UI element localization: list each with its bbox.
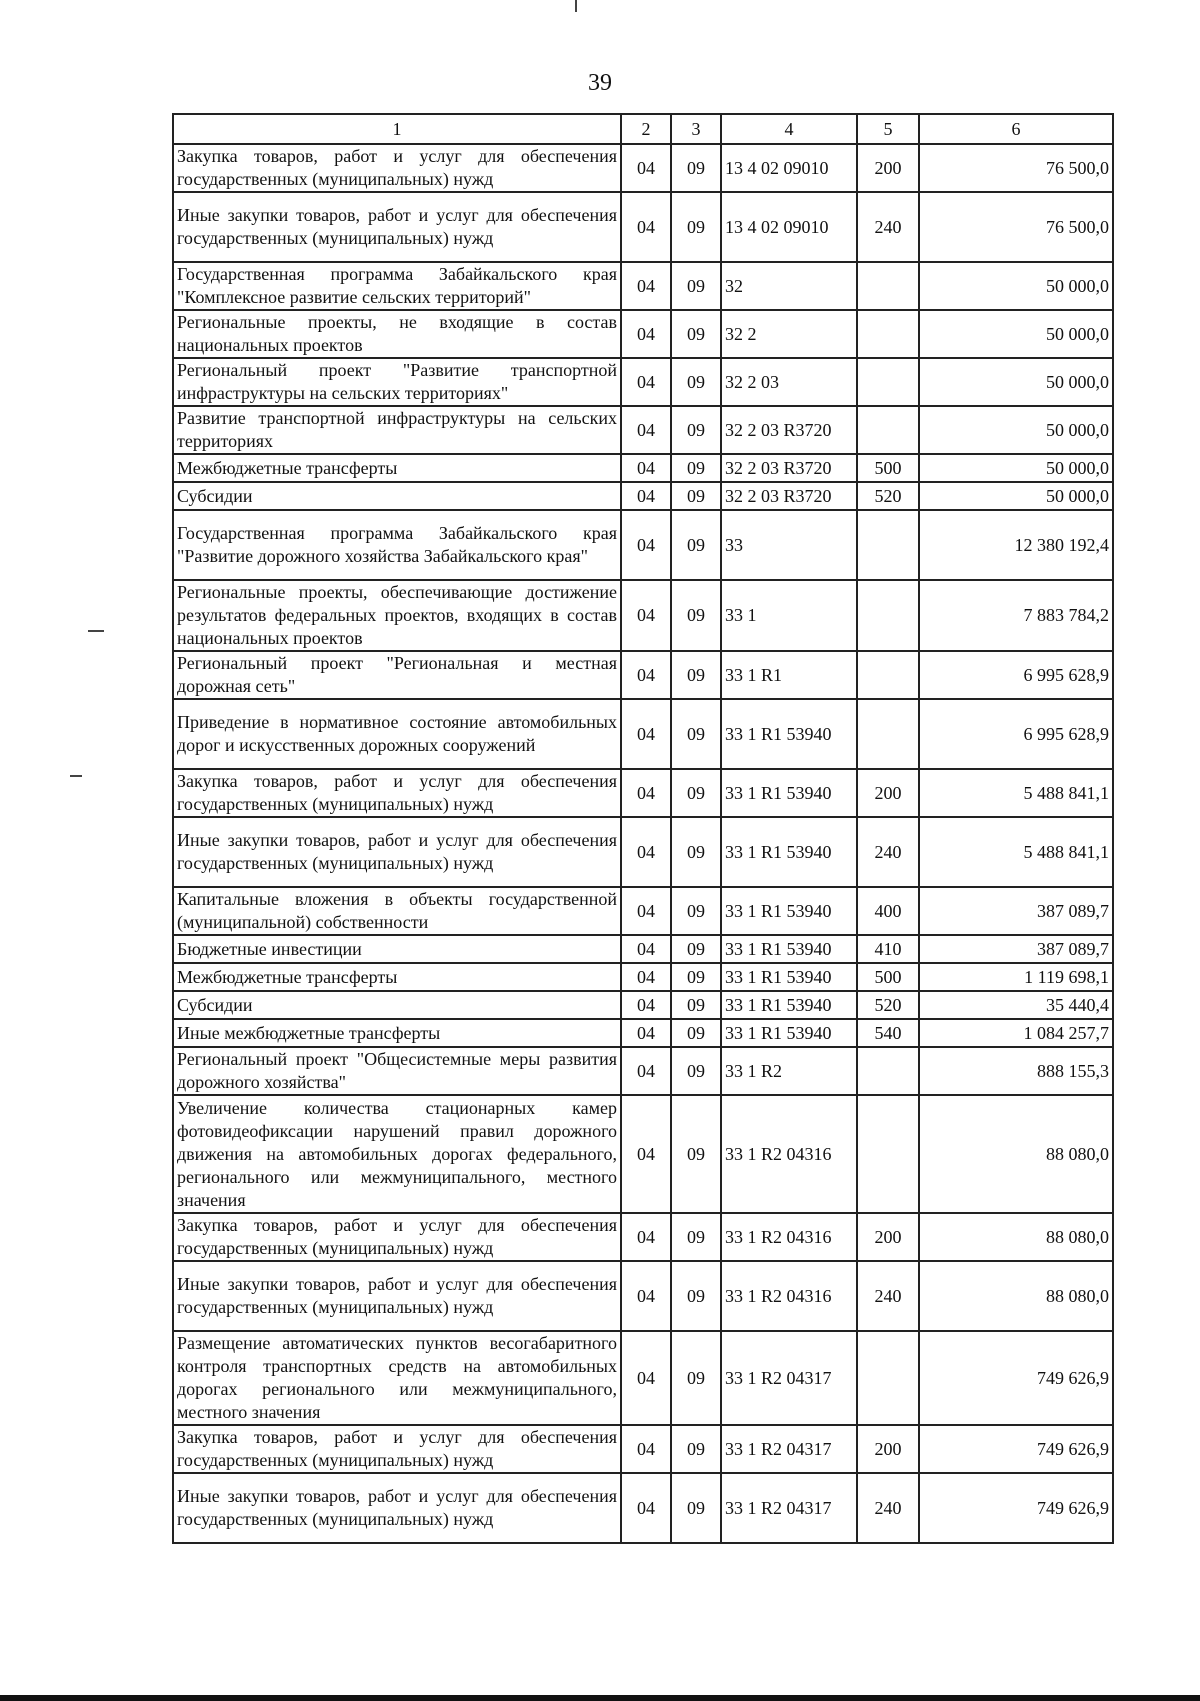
row-target-article-code: 33 1 R1 53940 [721, 769, 857, 817]
row-section-code: 04 [621, 192, 671, 262]
row-expense-type-code [857, 651, 919, 699]
row-target-article-code: 33 1 R2 04317 [721, 1331, 857, 1425]
row-target-article-code: 33 1 R1 53940 [721, 935, 857, 963]
row-section-code: 04 [621, 1473, 671, 1543]
table-row [173, 991, 1113, 1019]
table-row [173, 1261, 1113, 1331]
row-amount: 1 084 257,7 [919, 1019, 1113, 1047]
row-name: Закупка товаров, работ и услуг для обеспечения государственных (муниципальных) нужд [173, 769, 621, 817]
row-section-code: 04 [621, 963, 671, 991]
table-row [173, 1019, 1113, 1047]
row-target-article-code: 33 1 R1 53940 [721, 991, 857, 1019]
row-section-code: 04 [621, 1095, 671, 1213]
row-target-article-code: 33 1 R1 53940 [721, 817, 857, 887]
row-subsection-code: 09 [671, 699, 721, 769]
row-expense-type-code: 410 [857, 935, 919, 963]
row-name: Региональные проекты, не входящие в состав национальных проектов [173, 310, 621, 358]
row-amount: 7 883 784,2 [919, 580, 1113, 651]
table-row [173, 310, 1113, 358]
row-section-code: 04 [621, 699, 671, 769]
table-row [173, 651, 1113, 699]
row-target-article-code: 32 2 03 [721, 358, 857, 406]
table-row [173, 580, 1113, 651]
row-name: Иные межбюджетные трансферты [173, 1019, 621, 1047]
row-amount: 50 000,0 [919, 454, 1113, 482]
row-name: Иные закупки товаров, работ и услуг для обеспечения государственных (муниципальных) нужд [173, 192, 621, 262]
row-name: Бюджетные инвестиции [173, 935, 621, 963]
row-target-article-code: 33 1 R2 04317 [721, 1473, 857, 1543]
row-target-article-code: 32 2 03 R3720 [721, 454, 857, 482]
row-section-code: 04 [621, 887, 671, 935]
table-row [173, 454, 1113, 482]
table-row [173, 1331, 1113, 1425]
row-amount: 749 626,9 [919, 1425, 1113, 1473]
row-name: Закупка товаров, работ и услуг для обеспечения государственных (муниципальных) нужд [173, 1213, 621, 1261]
row-amount: 387 089,7 [919, 935, 1113, 963]
row-section-code: 04 [621, 769, 671, 817]
row-amount: 88 080,0 [919, 1213, 1113, 1261]
row-subsection-code: 09 [671, 1261, 721, 1331]
row-section-code: 04 [621, 1047, 671, 1095]
row-subsection-code: 09 [671, 963, 721, 991]
row-section-code: 04 [621, 262, 671, 310]
row-target-article-code: 32 2 03 R3720 [721, 482, 857, 510]
row-section-code: 04 [621, 406, 671, 454]
row-target-article-code: 33 [721, 510, 857, 580]
row-expense-type-code: 500 [857, 454, 919, 482]
table-row [173, 1425, 1113, 1473]
table-row [173, 482, 1113, 510]
table-row [173, 1213, 1113, 1261]
budget-table-body [173, 114, 1113, 1543]
row-target-article-code: 32 2 03 R3720 [721, 406, 857, 454]
row-subsection-code: 09 [671, 1473, 721, 1543]
column-header-5: 5 [857, 114, 919, 144]
page-number: 39 [588, 70, 612, 96]
row-amount: 35 440,4 [919, 991, 1113, 1019]
row-name: Капитальные вложения в объекты государственной (муниципальной) собственности [173, 887, 621, 935]
table-row [173, 935, 1113, 963]
row-name: Размещение автоматических пунктов весогабаритного контроля транспортных средств на автомобильных дорогах регионального или межмуниципального, местного значения [173, 1331, 621, 1425]
row-target-article-code: 33 1 R2 04316 [721, 1095, 857, 1213]
row-section-code: 04 [621, 1019, 671, 1047]
row-section-code: 04 [621, 310, 671, 358]
row-section-code: 04 [621, 991, 671, 1019]
row-target-article-code: 33 1 R1 53940 [721, 1019, 857, 1047]
row-subsection-code: 09 [671, 1095, 721, 1213]
row-section-code: 04 [621, 1331, 671, 1425]
row-subsection-code: 09 [671, 454, 721, 482]
row-subsection-code: 09 [671, 262, 721, 310]
row-name: Иные закупки товаров, работ и услуг для обеспечения государственных (муниципальных) нужд [173, 817, 621, 887]
row-expense-type-code: 200 [857, 769, 919, 817]
row-target-article-code: 33 1 R1 53940 [721, 963, 857, 991]
table-row [173, 699, 1113, 769]
row-amount: 50 000,0 [919, 358, 1113, 406]
row-amount: 50 000,0 [919, 262, 1113, 310]
row-name: Закупка товаров, работ и услуг для обеспечения государственных (муниципальных) нужд [173, 144, 621, 192]
row-expense-type-code [857, 1047, 919, 1095]
row-name: Увеличение количества стационарных камер фотовидеофиксации нарушений правил дорожного движения на автомобильных дорогах федерального, регионального или межмуниципального, местного значения [173, 1095, 621, 1213]
row-section-code: 04 [621, 1261, 671, 1331]
row-expense-type-code: 240 [857, 817, 919, 887]
row-name: Региональный проект "Общесистемные меры развития дорожного хозяйства" [173, 1047, 621, 1095]
scan-mark-left-lower [70, 775, 82, 777]
row-amount: 6 995 628,9 [919, 651, 1113, 699]
row-target-article-code: 33 1 R2 [721, 1047, 857, 1095]
row-section-code: 04 [621, 144, 671, 192]
row-amount: 50 000,0 [919, 482, 1113, 510]
row-expense-type-code: 200 [857, 1213, 919, 1261]
row-subsection-code: 09 [671, 935, 721, 963]
row-subsection-code: 09 [671, 817, 721, 887]
row-name: Межбюджетные трансферты [173, 963, 621, 991]
row-subsection-code: 09 [671, 482, 721, 510]
row-subsection-code: 09 [671, 192, 721, 262]
row-subsection-code: 09 [671, 651, 721, 699]
row-name: Иные закупки товаров, работ и услуг для обеспечения государственных (муниципальных) нужд [173, 1473, 621, 1543]
row-expense-type-code: 200 [857, 144, 919, 192]
row-name: Закупка товаров, работ и услуг для обеспечения государственных (муниципальных) нужд [173, 1425, 621, 1473]
row-expense-type-code: 520 [857, 482, 919, 510]
table-row [173, 769, 1113, 817]
row-target-article-code: 33 1 [721, 580, 857, 651]
row-expense-type-code [857, 406, 919, 454]
row-name: Субсидии [173, 482, 621, 510]
row-subsection-code: 09 [671, 510, 721, 580]
row-subsection-code: 09 [671, 144, 721, 192]
row-subsection-code: 09 [671, 1047, 721, 1095]
row-amount: 387 089,7 [919, 887, 1113, 935]
row-expense-type-code: 400 [857, 887, 919, 935]
scan-mark-left [88, 630, 104, 632]
table-row [173, 262, 1113, 310]
table-row [173, 192, 1113, 262]
row-amount: 5 488 841,1 [919, 817, 1113, 887]
table-row [173, 406, 1113, 454]
row-subsection-code: 09 [671, 1019, 721, 1047]
row-target-article-code: 33 1 R1 [721, 651, 857, 699]
row-target-article-code: 33 1 R2 04317 [721, 1425, 857, 1473]
row-expense-type-code [857, 358, 919, 406]
row-amount: 76 500,0 [919, 192, 1113, 262]
row-expense-type-code [857, 310, 919, 358]
row-amount: 1 119 698,1 [919, 963, 1113, 991]
row-expense-type-code [857, 510, 919, 580]
row-section-code: 04 [621, 935, 671, 963]
row-amount: 6 995 628,9 [919, 699, 1113, 769]
row-subsection-code: 09 [671, 991, 721, 1019]
column-header-4: 4 [721, 114, 857, 144]
budget-table [172, 113, 1114, 1544]
row-name: Региональные проекты, обеспечивающие достижение результатов федеральных проектов, входящих в состав национальных проектов [173, 580, 621, 651]
row-name: Государственная программа Забайкальского края "Развитие дорожного хозяйства Забайкальского края" [173, 510, 621, 580]
column-header-2: 2 [621, 114, 671, 144]
row-expense-type-code: 240 [857, 1473, 919, 1543]
table-row [173, 1473, 1113, 1543]
row-section-code: 04 [621, 1425, 671, 1473]
row-name: Приведение в нормативное состояние автомобильных дорог и искусственных дорожных сооружений [173, 699, 621, 769]
row-section-code: 04 [621, 454, 671, 482]
row-section-code: 04 [621, 1213, 671, 1261]
row-expense-type-code [857, 699, 919, 769]
row-subsection-code: 09 [671, 358, 721, 406]
table-row [173, 817, 1113, 887]
row-target-article-code: 33 1 R2 04316 [721, 1261, 857, 1331]
row-subsection-code: 09 [671, 406, 721, 454]
row-section-code: 04 [621, 510, 671, 580]
column-header-3: 3 [671, 114, 721, 144]
row-section-code: 04 [621, 358, 671, 406]
row-name: Субсидии [173, 991, 621, 1019]
row-expense-type-code [857, 1331, 919, 1425]
row-section-code: 04 [621, 482, 671, 510]
row-amount: 76 500,0 [919, 144, 1113, 192]
table-row [173, 887, 1113, 935]
row-amount: 749 626,9 [919, 1331, 1113, 1425]
row-name: Межбюджетные трансферты [173, 454, 621, 482]
row-name: Региональный проект "Развитие транспортной инфраструктуры на сельских территориях" [173, 358, 621, 406]
table-row [173, 963, 1113, 991]
row-amount: 888 155,3 [919, 1047, 1113, 1095]
scan-bottom-edge [0, 1695, 1200, 1701]
header-row [173, 114, 1113, 144]
row-target-article-code: 33 1 R2 04316 [721, 1213, 857, 1261]
table-row [173, 1047, 1113, 1095]
row-section-code: 04 [621, 580, 671, 651]
row-amount: 50 000,0 [919, 406, 1113, 454]
row-name: Государственная программа Забайкальского края "Комплексное развитие сельских территорий" [173, 262, 621, 310]
column-header-1: 1 [173, 114, 621, 144]
row-amount: 88 080,0 [919, 1261, 1113, 1331]
row-target-article-code: 33 1 R1 53940 [721, 887, 857, 935]
row-name: Региональный проект "Региональная и местная дорожная сеть" [173, 651, 621, 699]
row-amount: 5 488 841,1 [919, 769, 1113, 817]
row-subsection-code: 09 [671, 887, 721, 935]
scan-mark-top [575, 0, 577, 12]
row-subsection-code: 09 [671, 580, 721, 651]
row-section-code: 04 [621, 817, 671, 887]
row-subsection-code: 09 [671, 1213, 721, 1261]
column-header-6: 6 [919, 114, 1113, 144]
table-row [173, 144, 1113, 192]
row-expense-type-code [857, 262, 919, 310]
row-amount: 88 080,0 [919, 1095, 1113, 1213]
table-row [173, 1095, 1113, 1213]
row-target-article-code: 13 4 02 09010 [721, 192, 857, 262]
row-name: Развитие транспортной инфраструктуры на сельских территориях [173, 406, 621, 454]
table-row [173, 510, 1113, 580]
row-expense-type-code [857, 580, 919, 651]
row-expense-type-code: 240 [857, 1261, 919, 1331]
row-section-code: 04 [621, 651, 671, 699]
table-row [173, 358, 1113, 406]
row-subsection-code: 09 [671, 1331, 721, 1425]
row-expense-type-code: 200 [857, 1425, 919, 1473]
row-target-article-code: 32 2 [721, 310, 857, 358]
row-subsection-code: 09 [671, 310, 721, 358]
row-expense-type-code: 240 [857, 192, 919, 262]
row-expense-type-code: 500 [857, 963, 919, 991]
row-amount: 50 000,0 [919, 310, 1113, 358]
row-expense-type-code [857, 1095, 919, 1213]
row-expense-type-code: 520 [857, 991, 919, 1019]
row-amount: 749 626,9 [919, 1473, 1113, 1543]
row-target-article-code: 13 4 02 09010 [721, 144, 857, 192]
row-amount: 12 380 192,4 [919, 510, 1113, 580]
row-name: Иные закупки товаров, работ и услуг для обеспечения государственных (муниципальных) нужд [173, 1261, 621, 1331]
row-target-article-code: 33 1 R1 53940 [721, 699, 857, 769]
row-subsection-code: 09 [671, 1425, 721, 1473]
row-expense-type-code: 540 [857, 1019, 919, 1047]
row-subsection-code: 09 [671, 769, 721, 817]
row-target-article-code: 32 [721, 262, 857, 310]
